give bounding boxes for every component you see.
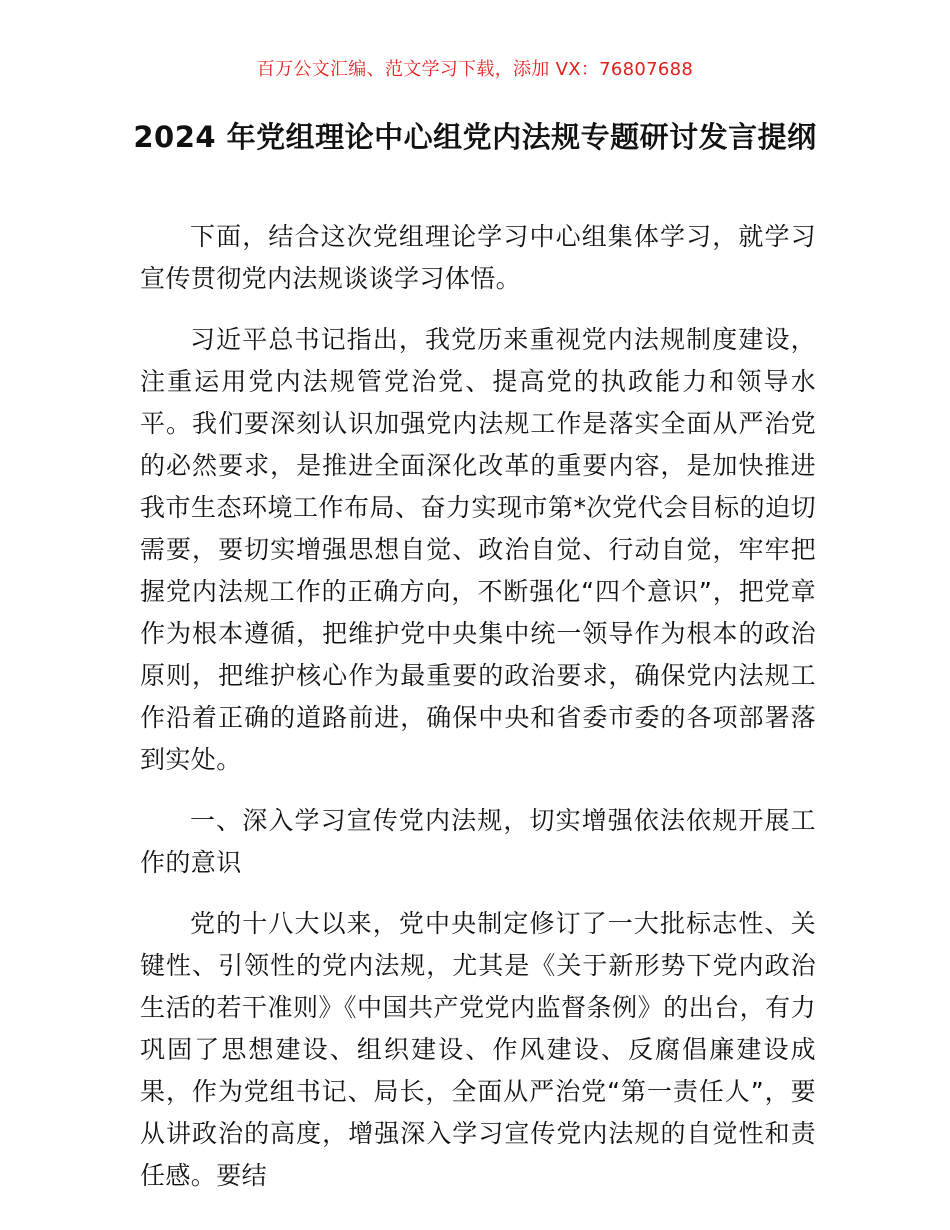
section-heading-one: 一、深入学习宣传党内法规，切实增强依法依规开展工作的意识 [140, 806, 816, 877]
paragraph-section-one: 党的十八大以来，党中央制定修订了一大批标志性、关键性、引领性的党内法规，尤其是《关于新形势下党内政治生活的若干准则》《中国共产党党内监督条例》的出台，有力巩固了思想建设、组织建设、作风建设、反腐倡廉建设成果，作为党组书记、局长，全面从严治党“第一责任人”，要从讲政治的高度，增强深入学习宣传党内法规的自觉性和责任感。要结 [140, 909, 816, 1190]
document-title: 2024 年党组理论中心组党内法规专题研讨发言提纲 [133, 120, 817, 154]
paragraph-intro: 下面，结合这次党组理论学习中心组集体学习，就学习宣传贯彻党内法规谈谈学习体悟。 [140, 222, 816, 293]
document-body [140, 216, 816, 1216]
paragraph-quote: 习近平总书记指出，我党历来重视党内法规制度建设，注重运用党内法规管党治党、提高党的执政能力和领导水平。我们要深刻认识加强党内法规工作是落实全面从严治党的必然要求，是推进全面深化改革的重要内容，是加快推进我市生态环境工作布局、奋力实现市第*次党代会目标的迫切需要，要切实增强思想自觉、政治自觉、行动自觉，牢牢把握党内法规工作的正确方向，不断强化“四个意识”，把党章作为根本遵循，把维护党中央集中统一领导作为根本的政治原则，把维护核心作为最重要的政治要求，确保党内法规工作沿着正确的道路前进，确保中央和省委市委的各项部署落到实处。 [140, 325, 816, 774]
header-note: 百万公文汇编、范文学习下载，添加 VX：76807688 [256, 59, 694, 80]
